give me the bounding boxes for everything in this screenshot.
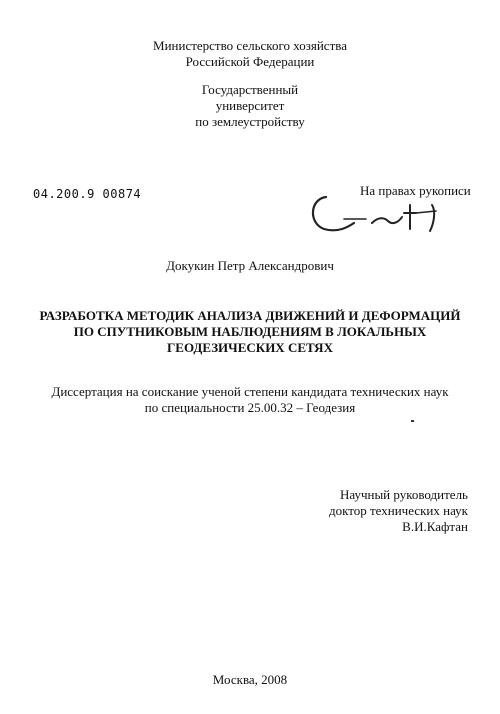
dissertation-description — [0, 384, 500, 416]
supervisor-degree: доктор технических наук — [328, 503, 468, 518]
dissertation-line-2: по специальности 25.00.32 – Геодезия — [144, 400, 356, 415]
city-year: Москва, 2008 — [212, 672, 288, 687]
dissertation-title — [0, 308, 500, 356]
university-line-2: университет — [215, 98, 285, 113]
title-line-2: ПО СПУТНИКОВЫМ НАБЛЮДЕНИЯМ В ЛОКАЛЬНЫХ — [73, 324, 427, 339]
archive-number-stamp: 04.200.9 00874 — [33, 187, 142, 201]
signature-image — [304, 183, 454, 243]
ministry-line-1: Министерство сельского хозяйства — [153, 38, 347, 53]
supervisor-name: В.И.Кафтан — [402, 519, 468, 534]
author-name: Докукин Петр Александрович — [166, 258, 334, 273]
ministry-heading — [0, 38, 500, 70]
supervisor-role: Научный руководитель — [339, 487, 468, 502]
rights-notice: На правах рукописи — [360, 183, 471, 198]
dissertation-line-1: Диссертация на соискание ученой степени кандидата технических наук — [51, 384, 449, 399]
university-line-3: по землеустройству — [195, 114, 305, 129]
scan-speck — [411, 420, 414, 422]
university-heading — [0, 82, 500, 130]
supervisor-block — [300, 487, 468, 535]
title-line-3: ГЕОДЕЗИЧЕСКИХ СЕТЯХ — [167, 340, 333, 355]
ministry-line-2: Российской Федерации — [185, 54, 315, 69]
title-line-1: РАЗРАБОТКА МЕТОДИК АНАЛИЗА ДВИЖЕНИЙ И ДЕФОРМАЦИЙ — [39, 308, 461, 323]
university-line-1: Государственный — [201, 82, 299, 97]
